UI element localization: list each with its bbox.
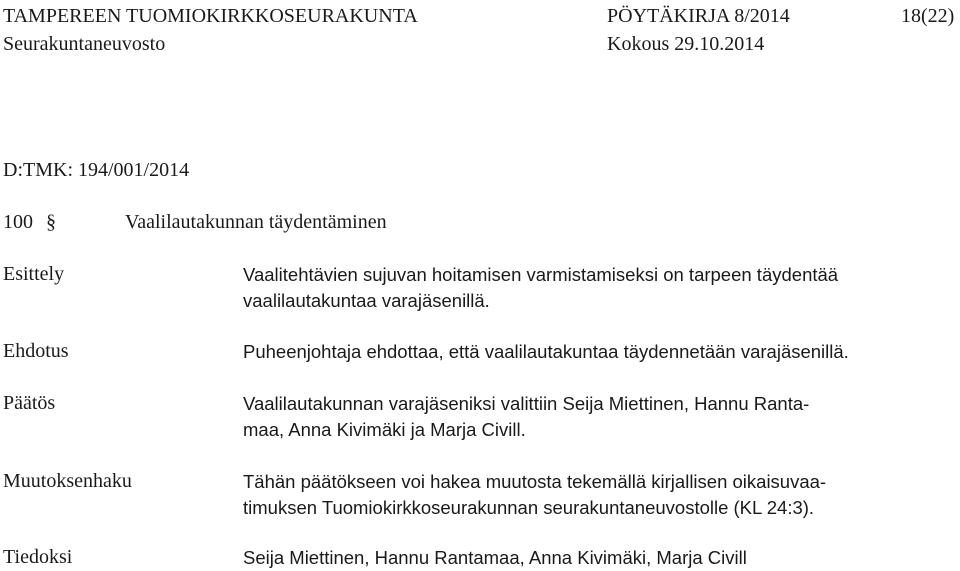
label-esittely: Esittely: [3, 263, 65, 285]
item-number: 100: [3, 211, 33, 233]
text-line: Vaalilautakunnan varajäseniksi valittiin Seija Miettinen, Hannu Ranta-: [243, 393, 810, 414]
text-line: Puheenjohtaja ehdottaa, että vaalilautakuntaa täydennetään varajäsenillä.: [243, 341, 849, 362]
label-muutoksenhaku: Muutoksenhaku: [3, 470, 132, 492]
meeting-date: Kokous 29.10.2014: [607, 33, 765, 55]
text-esittely: [243, 262, 838, 314]
label-ehdotus: Ehdotus: [3, 340, 69, 362]
organization-name: TAMPEREEN TUOMIOKIRKKOSEURAKUNTA: [3, 5, 418, 27]
text-tiedoksi: [243, 545, 747, 571]
governing-body: Seurakuntaneuvosto: [3, 33, 166, 55]
text-line: maa, Anna Kivimäki ja Marja Civill.: [243, 419, 526, 440]
text-line: vaalilautakuntaa varajäsenillä.: [243, 290, 490, 311]
item-title: Vaalilautakunnan täydentäminen: [125, 211, 387, 233]
document-title: PÖYTÄKIRJA 8/2014: [607, 5, 790, 27]
text-ehdotus: [243, 339, 849, 365]
label-tiedoksi: Tiedoksi: [3, 546, 73, 568]
section-symbol: §: [46, 211, 56, 233]
text-line: Vaalitehtävien sujuvan hoitamisen varmistamiseksi on tarpeen täydentää: [243, 264, 839, 285]
text-paatos: [243, 391, 809, 443]
text-line: Seija Miettinen, Hannu Rantamaa, Anna Kivimäki, Marja Civill: [243, 547, 747, 568]
text-muutoksenhaku: [243, 469, 826, 521]
label-paatos: Päätös: [3, 392, 56, 414]
document-reference: D:TMK: 194/001/2014: [3, 159, 190, 181]
page-number: 18(22): [901, 5, 955, 27]
text-line: Tähän päätökseen voi hakea muutosta tekemällä kirjallisen oikaisuvaa-: [243, 471, 827, 492]
text-line: timuksen Tuomiokirkkoseurakunnan seurakuntaneuvostolle (KL 24:3).: [243, 497, 815, 518]
